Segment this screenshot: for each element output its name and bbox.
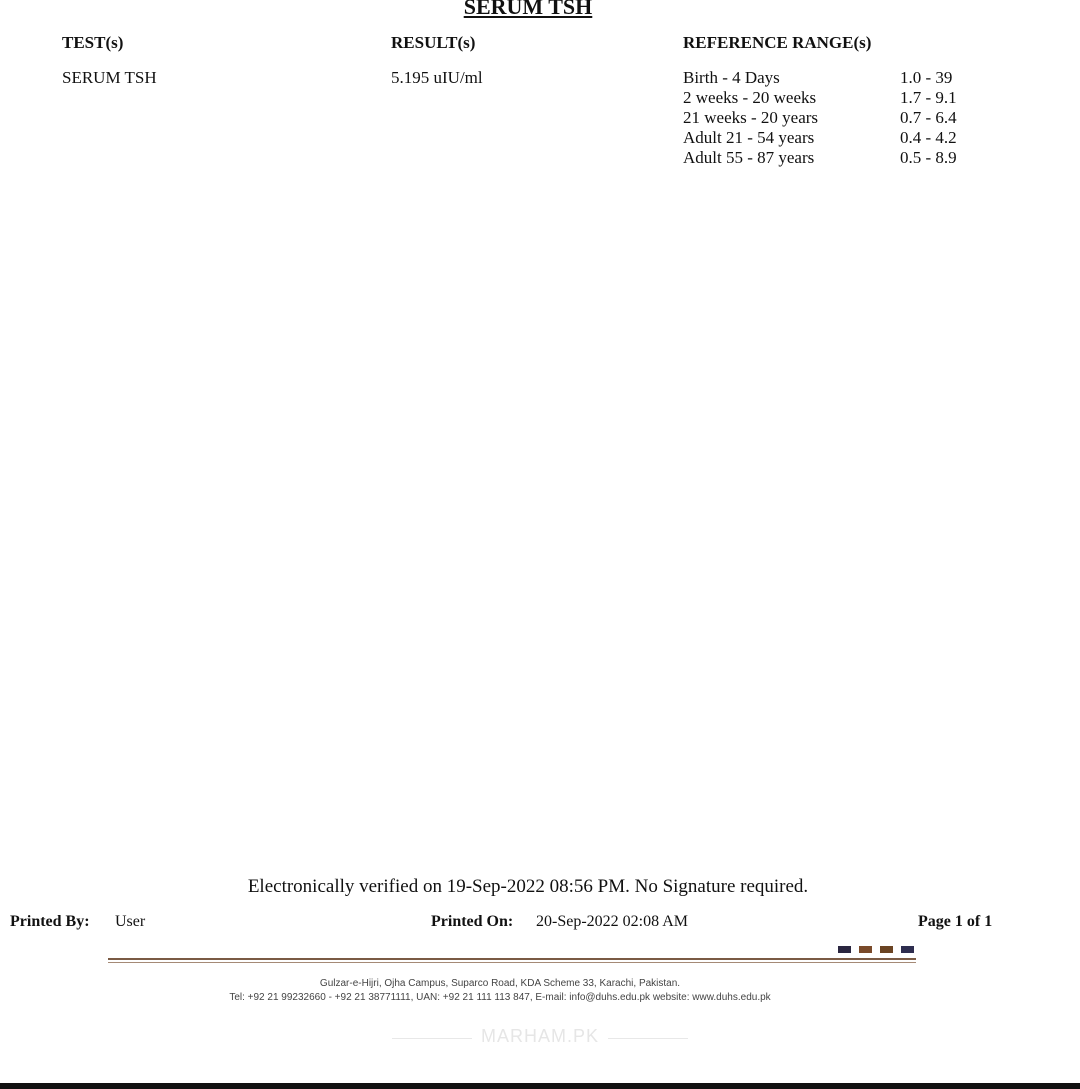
result-column-header: RESULT(s) [391, 33, 476, 52]
verification-note: Electronically verified on 19-Sep-2022 08:56 PM. No Signature required. [247, 876, 809, 897]
range-value: 1.0 - 39 [900, 68, 953, 87]
watermark: MARHAM.PK [480, 1026, 599, 1046]
watermark-line-right [608, 1038, 688, 1039]
printed-by-label: Printed By: [10, 913, 90, 930]
footer-divider-thin [108, 962, 916, 963]
reference-range-row [683, 128, 957, 148]
footer-color-square [859, 946, 872, 953]
result-value: 5.195 uIU/ml [391, 68, 483, 87]
address-line: Gulzar-e-Hijri, Ojha Campus, Suparco Road, KDA Scheme 33, Karachi, Pakistan. [319, 978, 681, 989]
test-name: SERUM TSH [62, 68, 157, 87]
bottom-border [0, 1083, 1080, 1089]
reference-range-row [683, 148, 957, 168]
report-title: SERUM TSH [463, 0, 593, 19]
footer-color-square [838, 946, 851, 953]
range-label: Adult 21 - 54 years [683, 128, 815, 147]
test-column-header: TEST(s) [62, 33, 124, 52]
reference-range-row [683, 88, 957, 108]
page-number: Page 1 of 1 [918, 913, 993, 930]
footer-color-square [901, 946, 914, 953]
reference-range-row [683, 68, 952, 88]
reference-range-row [683, 108, 957, 128]
printed-on-value: 20-Sep-2022 02:08 AM [536, 913, 688, 930]
range-value: 0.4 - 4.2 [900, 128, 957, 147]
range-value: 1.7 - 9.1 [900, 88, 957, 107]
printed-by-value: User [115, 913, 146, 930]
range-label: 2 weeks - 20 weeks [683, 88, 817, 107]
contact-line: Tel: +92 21 99232660 - +92 21 38771111, UAN: +92 21 111 113 847, E-mail: info@duhs.edu.pk website: www.duhs.edu.pk [229, 992, 771, 1003]
range-label: 21 weeks - 20 years [683, 108, 819, 127]
reference-column-header: REFERENCE RANGE(s) [683, 33, 872, 52]
footer-divider [108, 958, 916, 960]
range-label: Birth - 4 Days [683, 68, 780, 87]
range-label: Adult 55 - 87 years [683, 148, 815, 167]
printed-on-label: Printed On: [431, 913, 514, 930]
range-value: 0.5 - 8.9 [900, 148, 957, 167]
footer-color-square [880, 946, 893, 953]
range-value: 0.7 - 6.4 [900, 108, 957, 127]
